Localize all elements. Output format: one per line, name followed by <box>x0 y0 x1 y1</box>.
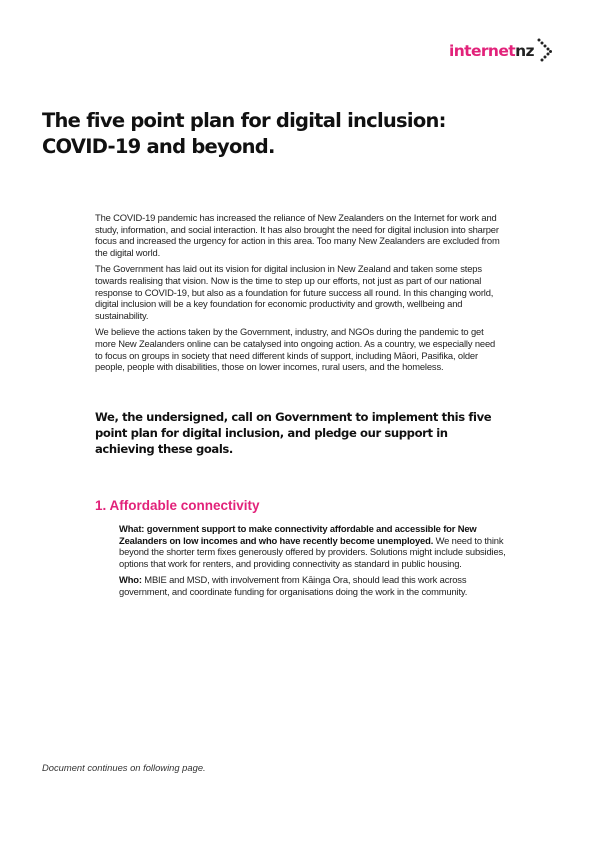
intro-paragraph-2: The Government has laid out its vision for digital inclusion in New Zealand and taken some steps towards realising that vision. Now is the time to step up our efforts, not just as part of our national response to COVID-19, but also as a foundation for future success all round. In this changing world, digital inclusion will be a key foundation for economic productivity and growth, wellbeing and sustainability. <box>95 263 494 321</box>
who-label: Who: <box>119 574 142 586</box>
what-label: What: <box>119 523 145 534</box>
logo-wordmark <box>449 42 534 60</box>
footer-continuation-note: Document continues on following page. <box>42 762 206 773</box>
call-to-action-statement: We, the undersigned, call on Government to implement this five point plan for digital inclusion, and pledge our support in achieving these goals. <box>95 410 492 456</box>
logo-internet-text: internet <box>449 42 516 60</box>
document-title: The five point plan for digital inclusion: COVID-19 and beyond. <box>42 109 446 158</box>
what-detail: We need to think beyond the shorter term fixes generously offered by providers. Solutions might include subsidies, options that work for renters, and providing connectivity as standard in public housing. <box>119 534 506 569</box>
section-heading-affordable-connectivity: 1. Affordable connectivity <box>95 498 260 513</box>
logo-nz-text: nz <box>515 42 534 60</box>
what-paragraph <box>119 523 507 569</box>
section-affordable-connectivity-body <box>119 523 507 603</box>
intro-paragraph-3: We believe the actions taken by the Government, industry, and NGOs during the pandemic to get more New Zealanders online can be catalysed into ongoing action. As a country, we especially need to focus on groups in society that need different kinds of support, including Māori, Pasifika, older people, people with disabilities, those on lower incomes, rural users, and the homeless. <box>95 326 496 373</box>
what-text: government support to make connectivity affordable and accessible for New Zealanders on low incomes and who have recently become unemployed. <box>119 523 477 546</box>
who-text: MBIE and MSD, with involvement from Kāinga Ora, should lead this work across government, and coordinate funding for organisations doing the work in the community. <box>119 574 468 597</box>
internetnz-logo <box>449 37 555 65</box>
intro-section <box>95 212 505 378</box>
intro-paragraph-1: The COVID-19 pandemic has increased the reliance of New Zealanders on the Internet for work and study, information, and social interaction. It has also brought the need for digital inclusion into sharper focus and increased the urgency for action in this area. Too many New Zealanders are excluded from the digital world. <box>95 212 500 258</box>
who-paragraph <box>119 574 507 597</box>
logo-chevron-mark-icon <box>536 37 554 64</box>
